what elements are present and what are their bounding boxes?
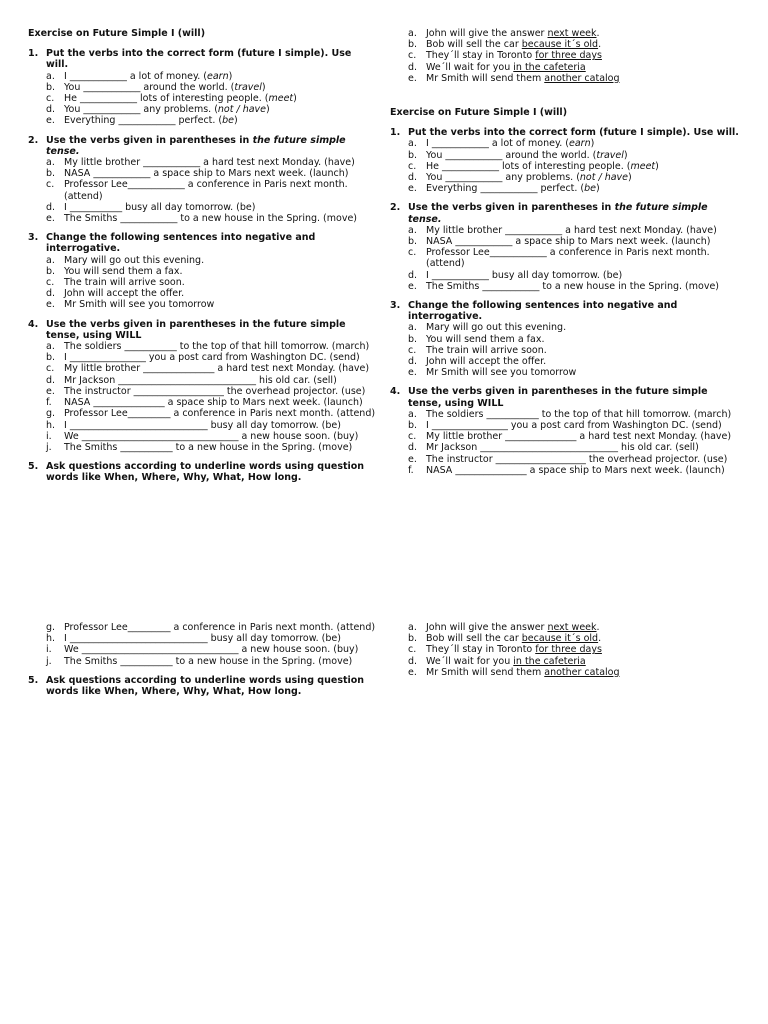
exercise-item: a. John will give the answer next week. (408, 622, 600, 633)
exercise-item: c. He ____________ lots of interesting people. (meet) (408, 160, 659, 172)
exercise-item: d. You ____________ any problems. (not / have) (408, 172, 632, 184)
section-1 (390, 127, 740, 194)
exercise-item: c. They´ll stay in Toronto for three days (408, 644, 602, 656)
exercise-item: c. The train will arrive soon. (46, 277, 185, 289)
section-2 (28, 135, 376, 225)
exercise-item: e. Mr Smith will see you tomorrow (408, 367, 577, 379)
exercise-item: e. The Smiths ____________ to a new house in the Spring. (move) (46, 213, 358, 225)
exercise-list (28, 341, 376, 453)
exercise-item: d. Mr Jackson _____________________________ his old car. (sell) (46, 374, 337, 386)
exercise-item: f. NASA _______________ a space ship to Mars next week. (launch) (408, 464, 725, 476)
exercise-item: d. John will accept the offer. (46, 288, 185, 300)
exercise-item: a. My little brother ____________ a hard test next Monday. (have) (408, 224, 717, 236)
section-number: 3. (390, 300, 401, 312)
section-5 (28, 675, 376, 697)
exercise-item: d. I ____________ busy all day tomorrow. (be) (408, 269, 623, 281)
exercise-item: c. Professor Lee____________ a conference in Paris next month. (attend) (408, 247, 710, 270)
exercise-list (28, 157, 376, 224)
exercise-item: b. You ____________ around the world. (travel) (46, 81, 266, 93)
exercise-item: a. Mary will go out this evening. (46, 254, 205, 266)
section-3 (390, 300, 740, 378)
section-number: 1. (390, 127, 401, 139)
exercise-item: e. Everything ____________ perfect. (be) (46, 115, 238, 127)
exercise-item: c. My little brother _______________ a hard test next Monday. (have) (46, 363, 370, 375)
exercise-item: a. John will give the answer next week. (408, 28, 600, 39)
section-heading: Put the verbs into the correct form (future I simple). Use will. (46, 48, 352, 71)
exercise-list (28, 255, 376, 311)
exercise-item: e. The instructor ___________________ the overhead projector. (use) (46, 385, 366, 397)
section-number: 1. (28, 48, 39, 60)
worksheet-title: Exercise on Future Simple I (will) (28, 28, 206, 39)
exercise-list (390, 622, 740, 678)
exercise-list (390, 409, 740, 476)
exercise-item: a. The soldiers ___________ to the top of that hill tomorrow. (march) (46, 341, 370, 353)
section-heading: Change the following sentences into negative and interrogative. (408, 300, 678, 323)
exercise-item: d. We´ll wait for you in the cafeteria (408, 655, 586, 667)
exercise-item: b. NASA ____________ a space ship to Mars next week. (launch) (408, 236, 711, 248)
right-question-list-bottom (390, 622, 740, 678)
section-heading: Change the following sentences into negative and interrogative. (46, 232, 316, 255)
section-heading: Put the verbs into the correct form (future I simple). Use will. (408, 127, 739, 139)
section-heading: Use the verbs given in parentheses in the future simple tense, using WILL (46, 318, 346, 341)
exercise-item: a. Mary will go out this evening. (408, 322, 567, 334)
exercise-item: e. The instructor ___________________ the overhead projector. (use) (408, 453, 728, 465)
section-heading: Ask questions according to underline words using question words like When, Where, Why, What, How long. (46, 461, 365, 484)
left-worksheet (28, 28, 376, 492)
exercise-item: i. We _________________________________ a new house soon. (buy) (46, 430, 359, 442)
exercise-item: g. Professor Lee_________ a conference in Paris next month. (attend) (46, 408, 376, 420)
right-worksheet (390, 107, 740, 484)
exercise-item: c. Professor Lee____________ a conference in Paris next month. (attend) (46, 179, 348, 202)
exercise-item: b. NASA ____________ a space ship to Mars next week. (launch) (46, 168, 349, 180)
section-number: 4. (390, 386, 401, 398)
section-number: 4. (28, 318, 39, 330)
section-number: 3. (28, 232, 39, 244)
section-2 (390, 202, 740, 292)
section-number: 2. (28, 134, 39, 146)
exercise-item: b. Bob will sell the car because it´s old. (408, 39, 602, 51)
exercise-list (390, 138, 740, 194)
worksheet-title: Exercise on Future Simple I (will) (390, 107, 568, 118)
exercise-list (390, 322, 740, 378)
exercise-item: b. You will send them a fax. (408, 333, 545, 345)
exercise-item: j. The Smiths ___________ to a new house in the Spring. (move) (46, 441, 353, 453)
exercise-item: d. I ___________ busy all day tomorrow. (be) (46, 201, 256, 213)
exercise-item: h. I _____________________________ busy all day tomorrow. (be) (46, 633, 341, 645)
exercise-item: d. We´ll wait for you in the cafeteria (408, 61, 586, 73)
exercise-item: j. The Smiths ___________ to a new house in the Spring. (move) (46, 655, 353, 667)
left-worksheet-continued (28, 622, 376, 705)
exercise-item: e. Mr Smith will send them another catalog (408, 666, 620, 678)
section-number: 5. (28, 674, 39, 686)
section-heading: Use the verbs given in parentheses in the future simple tense, using WILL (408, 386, 708, 409)
exercise-item: b. Bob will sell the car because it´s old. (408, 633, 602, 645)
exercise-list (390, 225, 740, 292)
exercise-item: c. He ____________ lots of interesting people. (meet) (46, 93, 297, 105)
section-heading: Use the verbs given in parentheses in the future simple tense. (408, 202, 708, 225)
exercise-list (28, 622, 376, 667)
exercise-item: e. Mr Smith will see you tomorrow (46, 299, 215, 311)
section-number: 2. (390, 202, 401, 214)
section-5 (28, 461, 376, 483)
exercise-item: e. The Smiths ____________ to a new house in the Spring. (move) (408, 280, 720, 292)
exercise-item: b. You ____________ around the world. (travel) (408, 149, 628, 161)
section-3 (28, 232, 376, 310)
exercise-item: a. My little brother ____________ a hard test next Monday. (have) (46, 157, 355, 169)
exercise-item: d. Mr Jackson _____________________________ his old car. (sell) (408, 442, 699, 454)
exercise-item: b. You will send them a fax. (46, 265, 183, 277)
exercise-item: d. John will accept the offer. (408, 356, 547, 368)
exercise-item: a. The soldiers ___________ to the top of that hill tomorrow. (march) (408, 408, 732, 420)
right-question-list-top (390, 28, 740, 84)
exercise-list (28, 71, 376, 127)
exercise-item: c. The train will arrive soon. (408, 344, 547, 356)
exercise-item: e. Mr Smith will send them another catalog (408, 72, 620, 84)
exercise-item: f. NASA _______________ a space ship to Mars next week. (launch) (46, 397, 363, 409)
exercise-item: i. We _________________________________ a new house soon. (buy) (46, 644, 359, 656)
section-number: 5. (28, 461, 39, 473)
exercise-item: c. My little brother _______________ a hard test next Monday. (have) (408, 431, 732, 443)
exercise-list (390, 28, 740, 84)
exercise-item: d. You ____________ any problems. (not / have) (46, 104, 270, 116)
exercise-item: a. I ____________ a lot of money. (earn) (46, 70, 233, 82)
section-1 (28, 48, 376, 126)
exercise-item: e. Everything ____________ perfect. (be) (408, 183, 600, 195)
exercise-item: g. Professor Lee_________ a conference in Paris next month. (attend) (46, 622, 376, 633)
section-heading: Use the verbs given in parentheses in the future simple tense. (46, 134, 346, 157)
exercise-item: a. I ____________ a lot of money. (earn) (408, 138, 595, 150)
exercise-item: c. They´ll stay in Toronto for three days (408, 50, 602, 62)
exercise-item: b. I ________________ you a post card from Washington DC. (send) (408, 420, 722, 432)
exercise-item: b. I ________________ you a post card from Washington DC. (send) (46, 352, 360, 364)
exercise-item: h. I _____________________________ busy all day tomorrow. (be) (46, 419, 341, 431)
section-4 (28, 319, 376, 453)
section-heading: Ask questions according to underline words using question words like When, Where, Why, What, How long. (46, 674, 365, 698)
section-4 (390, 386, 740, 476)
